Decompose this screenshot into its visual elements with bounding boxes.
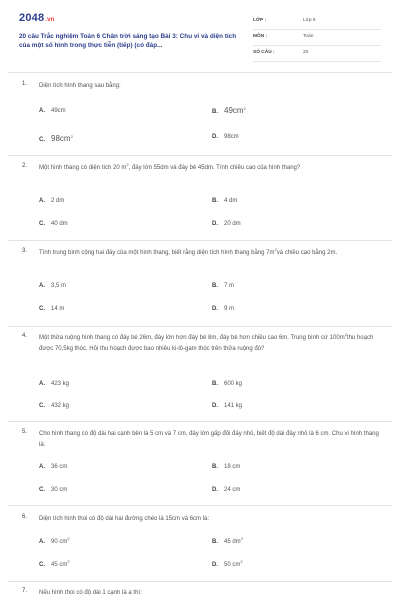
question-4: 4. Một thửa ruộng hình thang có đáy bé 26m, đáy lớn hơn đáy bé 8m, đáy bé hơn chiều cao 6m. Trung bình cứ $100m^2thu$ hoạch được 70,5kg thóc. Hỏi thu hoạch được bao nhiêu ki-lô-gam thóc trên thửa ruộng đó? A. 423 kg B. 600 kg C. 432 kg D. 141 kg [22, 333, 382, 417]
question-text: Một thửa ruộng hình thang có đáy bé 26m, đáy lớn hơn đáy bé 8m, đáy bé hơn chiều cao 6m. Trung bình cứ $100m^2thu$ hoạch được 70,5kg thóc. Hỏi thu hoạch được bao nhiêu ki-lô-gam thóc trên thửa ruộng đó? [39, 332, 374, 352]
option-c[interactable]: C. 14 m [39, 306, 65, 312]
option-a[interactable]: A. 423 kg [39, 381, 70, 387]
meta-row-subject: MÔN : Toán [253, 32, 381, 46]
question-text: Nếu hình thoi có độ dài 1 cạnh là a thì: [39, 590, 142, 596]
option-a[interactable]: A. 36 cm [39, 464, 68, 470]
question-6: 6. Diện tích hình thoi có độ dài hai đường chéo là 15cm và 6cm là: A. 90 $cm^2$ B. 45 $dm^2$ C. 45 $cm^2$ D. 50 $cm^2$ [22, 514, 382, 578]
document-title: 20 câu Trắc nghiệm Toán 6 Chân trời sáng tạo Bài 3: Chu vi và diện tích của một số hình trong thực tiễn (tiếp) (có đáp... [19, 33, 237, 49]
option-d[interactable]: D. 141 kg [212, 403, 243, 409]
page-header [19, 12, 381, 62]
question-text: Một hình thang có diện tích 20 $m^2$, đáy lớn 55dm và đáy bé 45dm. Tính chiều cao của hình thang? [39, 162, 301, 171]
option-c[interactable]: C. 30 cm [39, 487, 68, 493]
option-b[interactable]: B. $49cm^2$ [212, 106, 246, 115]
option-d[interactable]: D. 20 dm [212, 221, 241, 227]
option-b[interactable]: B. 7 m [212, 283, 235, 289]
option-d[interactable]: D. 50 $cm^2$ [212, 559, 243, 568]
option-a[interactable]: A. 2 dm [39, 198, 65, 204]
divider [8, 240, 392, 241]
meta-row-count: SỐ CÂU : 20 [253, 48, 381, 62]
divider [8, 421, 392, 422]
question-text: Tính trung bình cộng hai đáy của một hình thang, biết rằng diện tích hình thang bằng $7m^2và$ chiều cao bằng 2m. [39, 247, 338, 256]
question-text: Diện tích hình thang sau bằng: [39, 83, 121, 89]
option-a[interactable]: A. 90 $cm^2$ [39, 536, 70, 545]
option-d[interactable]: D. 98cm [212, 134, 239, 140]
option-c[interactable]: C. 45 $cm^2$ [39, 559, 70, 568]
divider [8, 72, 392, 73]
meta-row-grade: LỚP : Lớp 6 [253, 16, 381, 30]
option-d[interactable]: D. 24 cm [212, 487, 241, 493]
divider [8, 326, 392, 327]
question-7: 7. Nếu hình thoi có độ dài 1 cạnh là a thì: [22, 588, 382, 600]
question-text: Diện tích hình thoi có độ dài hai đường chéo là 15cm và 6cm là: [39, 516, 210, 522]
option-d[interactable]: D. 9 m [212, 306, 235, 312]
option-b[interactable]: B. 45 $dm^2$ [212, 536, 243, 545]
option-b[interactable]: B. 600 kg [212, 381, 243, 387]
option-c[interactable]: C. 40 dm [39, 221, 68, 227]
question-5: 5. Cho hình thang có độ dài hai cạnh bên là 5 cm và 7 cm, đáy lớn gấp đôi đáy nhỏ, biết độ dài đáy nhỏ là 6 cm. Chu vi hình thang là: A. 36 cm B. 18 cm C. 30 cm D. 24 cm [22, 429, 379, 493]
site-logo[interactable]: 2048.vn [19, 12, 55, 24]
option-c[interactable]: C. 432 kg [39, 403, 70, 409]
meta-info [253, 16, 381, 64]
question-2: 2. Một hình thang có diện tích 20 $m^2$, đáy lớn 55dm và đáy bé 45dm. Tính chiều cao của hình thang? A. 2 dm B. 4 dm C. 40 dm D. 20 dm [22, 163, 382, 235]
divider [8, 155, 392, 156]
option-a[interactable]: A. 3,5 m [39, 283, 67, 289]
option-b[interactable]: B. 18 cm [212, 464, 241, 470]
option-b[interactable]: B. 4 dm [212, 198, 238, 204]
divider [8, 505, 392, 506]
option-c[interactable]: C. $98cm^2$ [39, 134, 73, 143]
question-3: 3. Tính trung bình cộng hai đáy của một hình thang, biết rằng diện tích hình thang bằng $7m^2và$ chiều cao bằng 2m. A. 3,5 m B. 7 m C. 14 m D. 9 m [22, 248, 382, 323]
divider [8, 581, 392, 582]
question-1: 1. Diện tích hình thang sau bằng: A. 49cm B. $49cm^2$ C. $98cm^2$ D. 98cm [22, 81, 382, 151]
question-text: Cho hình thang có độ dài hai cạnh bên là 5 cm và 7 cm, đáy lớn gấp đôi đáy nhỏ, biết độ dài đáy nhỏ là 6 cm. Chu vi hình thang là: [39, 431, 379, 448]
option-a[interactable]: A. 49cm [39, 108, 66, 114]
